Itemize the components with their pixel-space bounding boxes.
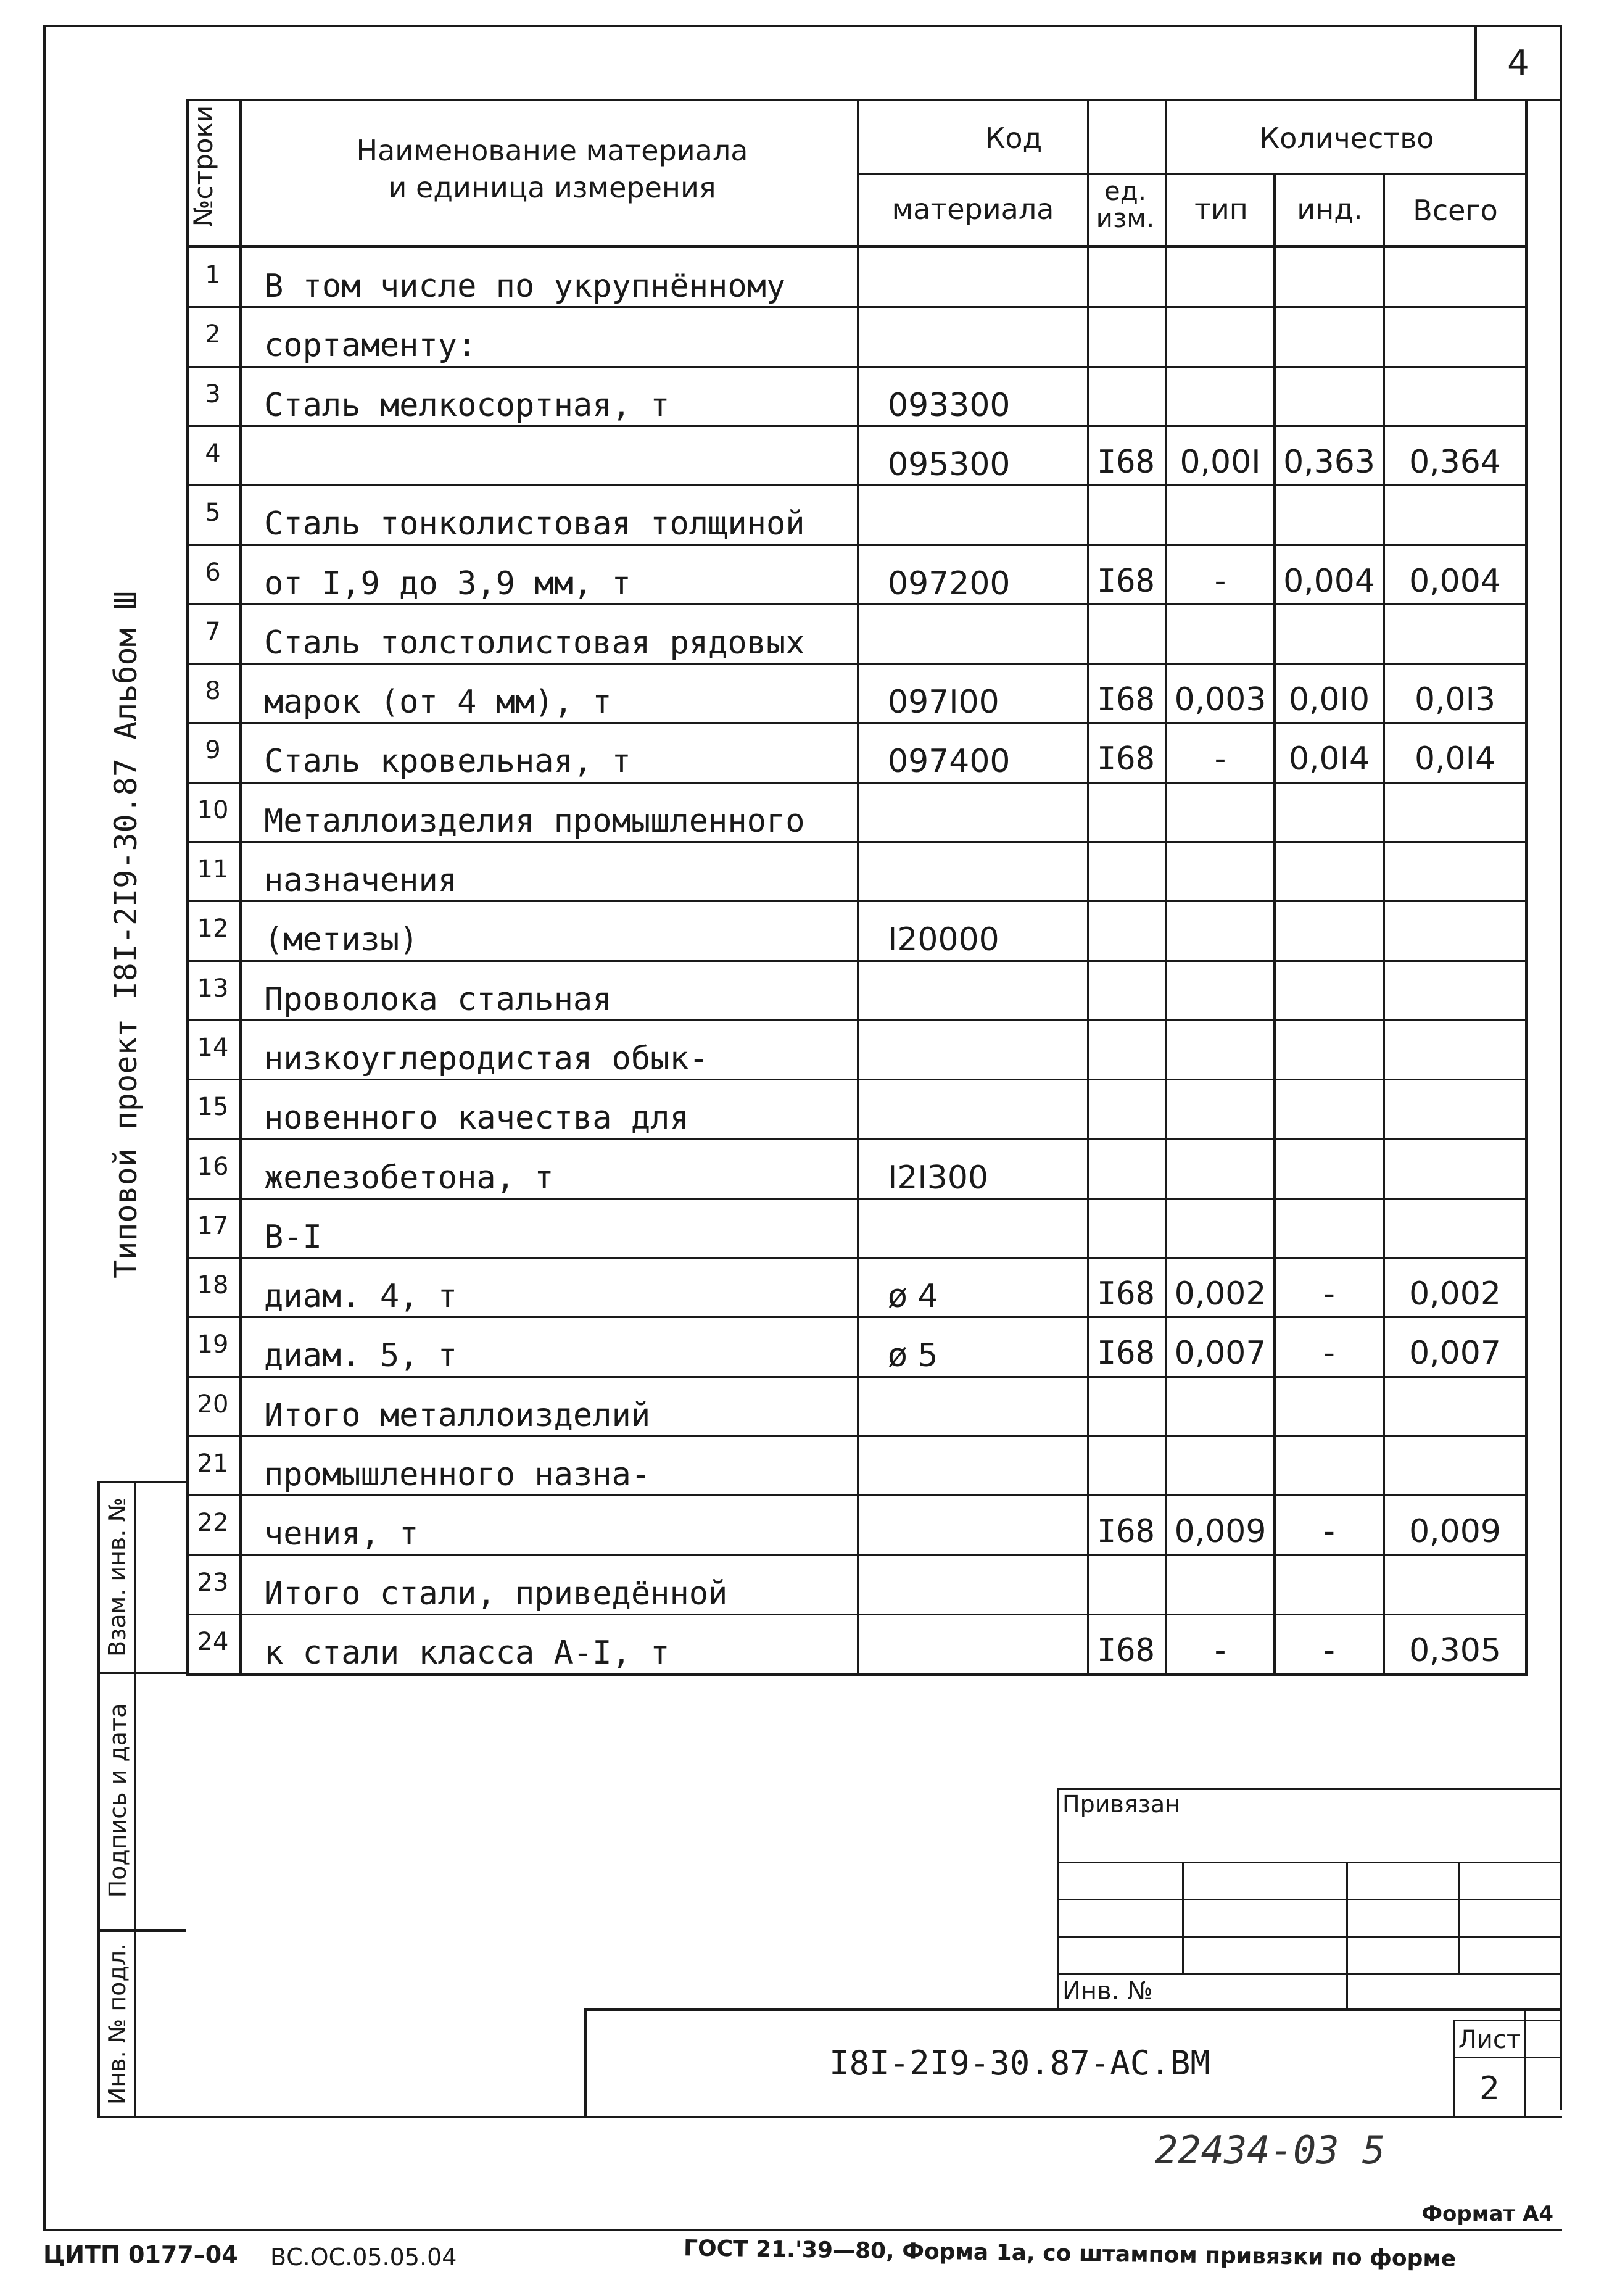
tb-privyazan-top (1057, 1788, 1562, 1790)
row-typ: - (1214, 563, 1226, 600)
tb-list-right (1524, 2008, 1526, 2118)
table-row-line (186, 544, 1528, 546)
table-row-line (186, 603, 1528, 605)
row-unit: I68 (1097, 740, 1155, 777)
row-name: чения, т (264, 1515, 419, 1552)
table-row-line (186, 1494, 1528, 1496)
tb-main-top (584, 2008, 1562, 2011)
row-number: 24 (197, 1628, 229, 1656)
row-ind: 0,0I4 (1288, 740, 1370, 777)
row-total: 0,007 (1409, 1335, 1501, 1372)
row-unit: I68 (1097, 563, 1155, 600)
tb-v3 (1458, 1862, 1460, 1973)
row-name: Сталь толстолистовая рядовых (264, 624, 805, 661)
row-number: 20 (197, 1390, 229, 1419)
row-code: 093300 (888, 387, 1011, 424)
table-row-line (186, 484, 1528, 486)
row-name: Итого стали, приведённой (264, 1575, 728, 1612)
row-name: Итого металлоизделий (264, 1397, 651, 1434)
table-row-line (186, 1316, 1528, 1318)
footer-left: ЦИТП 0177–04 (43, 2241, 238, 2268)
handwritten-number: 22434-03 5 (1155, 2128, 1386, 2173)
row-code: I20000 (888, 921, 999, 958)
table-col-right-line (1525, 99, 1528, 1676)
row-name: Проволока стальная (264, 981, 612, 1018)
row-code: ø 5 (888, 1337, 938, 1374)
row-number: 7 (205, 618, 221, 646)
row-number: 13 (197, 974, 229, 1003)
row-total: 0,002 (1409, 1275, 1501, 1312)
header-ind: инд. (1297, 193, 1363, 226)
row-total: 0,004 (1409, 563, 1501, 600)
tb-v1 (1182, 1862, 1184, 1973)
header-code-group: Код (985, 122, 1043, 155)
table-row-line (186, 1079, 1528, 1080)
row-typ: - (1214, 1632, 1226, 1669)
row-name: новенного качества для (264, 1100, 689, 1137)
header-row-no: №строки (188, 105, 218, 227)
row-name: Сталь кровельная, т (264, 743, 631, 780)
row-name: железобетона, т (264, 1159, 554, 1196)
row-number: 18 (197, 1271, 229, 1299)
table-row-line (186, 1376, 1528, 1378)
table-col-unit-line (1165, 173, 1167, 1676)
footer-code: ВС.ОС.05.05.04 (270, 2244, 457, 2271)
header-name (244, 133, 861, 207)
tb-list-no: 2 (1479, 2070, 1500, 2107)
row-ind: - (1323, 1335, 1335, 1372)
page-number: 4 (1507, 43, 1529, 83)
table-header-subline (857, 173, 1528, 175)
row-number: 15 (197, 1093, 229, 1121)
frame-right (1560, 25, 1562, 2110)
row-name: диам. 5, т (264, 1337, 458, 1374)
table-row-line (186, 1138, 1528, 1140)
row-ind: 0,363 (1283, 444, 1375, 481)
row-number: 8 (205, 677, 221, 705)
row-code: 097400 (888, 743, 1011, 780)
row-number: 22 (197, 1509, 229, 1537)
row-total: 0,364 (1409, 444, 1501, 481)
tb-list-label: Лист (1458, 2026, 1521, 2054)
table-col-n-line (239, 99, 242, 1676)
row-typ: 0,002 (1174, 1275, 1267, 1312)
row-ind: - (1323, 1513, 1335, 1550)
row-code: I2I300 (888, 1159, 989, 1196)
tb-privyazan: Привязан (1062, 1791, 1180, 1818)
table-row-line (186, 841, 1528, 843)
row-code: ø 4 (888, 1278, 938, 1315)
footer-gost: ГОСТ 21.'39—80, Форма 1а, со штампом привязки по форме (683, 2236, 1457, 2272)
row-name: диам. 4, т (264, 1278, 458, 1315)
table-col-name-line (857, 99, 859, 1676)
row-unit: I68 (1097, 1632, 1155, 1669)
table-row-line (186, 1554, 1528, 1556)
row-number: 14 (197, 1034, 229, 1062)
row-number: 5 (205, 499, 221, 527)
stamp-inv-podl: Инв. № подл. (104, 1942, 131, 2105)
header-typ: тип (1194, 193, 1248, 226)
table-row-line (186, 960, 1528, 962)
row-number: 3 (205, 380, 221, 408)
row-number: 4 (205, 439, 221, 468)
footer-line (43, 2229, 1562, 2231)
row-unit: I68 (1097, 1275, 1155, 1312)
table-row-line (186, 366, 1528, 368)
table-row-line (186, 1019, 1528, 1021)
row-number: 11 (197, 855, 229, 884)
tb-doc-code: I8I-2I9-30.87-АС.ВМ (829, 2044, 1210, 2083)
row-total: 0,009 (1409, 1513, 1501, 1550)
row-unit: I68 (1097, 1513, 1155, 1550)
table-row-line (186, 425, 1528, 427)
row-number: 21 (197, 1449, 229, 1478)
tb-h1 (1057, 1862, 1562, 1863)
row-total: 0,305 (1409, 1632, 1501, 1669)
tb-list-topline (1453, 2020, 1562, 2021)
row-name: к стали класса А-I, т (264, 1635, 670, 1672)
row-number: 10 (197, 796, 229, 824)
row-number: 1 (205, 261, 221, 289)
row-name: (метизы) (264, 921, 419, 958)
row-name: сортаменту: (264, 327, 477, 364)
row-ind: 0,004 (1283, 563, 1375, 600)
album-label: Типовой проект I8I-2I9-30.87 Альбом Ш (108, 591, 144, 1279)
header-total: Всего (1413, 194, 1498, 227)
table-row-line (186, 1198, 1528, 1200)
row-name: Металлоизделия промышленного (264, 803, 805, 840)
row-total: 0,0I4 (1414, 740, 1496, 777)
tb-h2 (1057, 1899, 1562, 1900)
row-number: 19 (197, 1330, 229, 1359)
row-number: 23 (197, 1569, 229, 1597)
table-row-line (186, 663, 1528, 665)
tb-h4 (1057, 1973, 1562, 1975)
tb-main-bottom (186, 2116, 1562, 2118)
stamp-vzam-inv: Взам. инв. № (104, 1498, 131, 1657)
table-col-typ-line (1273, 173, 1276, 1676)
table-row-line (186, 1257, 1528, 1259)
row-name: В том числе по укрупнённому (264, 268, 786, 305)
stamp-podpis-data: Подпись и дата (104, 1703, 131, 1898)
row-name: от I,9 до 3,9 мм, т (264, 565, 631, 602)
table-row-line (186, 1435, 1528, 1437)
header-qty-group: Количество (1259, 122, 1434, 155)
row-unit: I68 (1097, 1335, 1155, 1372)
row-typ: 0,009 (1174, 1513, 1267, 1550)
row-name: Сталь тонколистовая толщиной (264, 505, 805, 542)
row-code: 097200 (888, 565, 1011, 602)
row-number: 17 (197, 1212, 229, 1240)
row-ind: - (1323, 1632, 1335, 1669)
header-unit: ед. изм. (1096, 176, 1155, 234)
frame-top (43, 25, 1562, 27)
row-code: 095300 (888, 446, 1011, 483)
row-unit: I68 (1097, 681, 1155, 718)
table-col-code-line (1087, 99, 1089, 1676)
header-name-text: Наименование материала и единица измерения (356, 134, 748, 204)
row-name: Сталь мелкосортная, т (264, 387, 670, 424)
row-number: 16 (197, 1153, 229, 1181)
row-total: 0,0I3 (1414, 681, 1496, 718)
row-typ: 0,007 (1174, 1335, 1267, 1372)
row-number: 2 (205, 320, 221, 349)
table-col-ind-line (1383, 173, 1385, 1676)
row-name: промышленного назна- (264, 1456, 651, 1493)
row-typ: - (1214, 740, 1226, 777)
row-unit: I68 (1097, 444, 1155, 481)
row-name: низкоуглеродистая обык- (264, 1040, 709, 1077)
table-row-line (186, 306, 1528, 308)
table-row-line (186, 782, 1528, 784)
row-name: марок (от 4 мм), т (264, 684, 612, 721)
tb-list-mid (1453, 2057, 1562, 2058)
table-row-line (186, 1614, 1528, 1615)
header-material-code: материала (891, 193, 1054, 226)
row-ind: 0,0I0 (1288, 681, 1370, 718)
frame-left (43, 25, 46, 2231)
tb-inv-no: Инв. № (1062, 1977, 1153, 2005)
tb-h3 (1057, 1936, 1562, 1938)
row-typ: 0,003 (1174, 681, 1267, 718)
row-name: В-I (264, 1219, 322, 1256)
row-name: назначения (264, 862, 458, 899)
tb-v2 (1346, 1862, 1348, 2011)
row-ind: - (1323, 1275, 1335, 1312)
row-number: 12 (197, 914, 229, 943)
table-row-line (186, 722, 1528, 724)
row-number: 9 (205, 736, 221, 765)
table-row-line (186, 900, 1528, 902)
row-typ: 0,00I (1180, 444, 1261, 481)
row-number: 6 (205, 558, 221, 587)
footer-format: Формат А4 (1421, 2202, 1553, 2226)
row-code: 097I00 (888, 684, 999, 721)
